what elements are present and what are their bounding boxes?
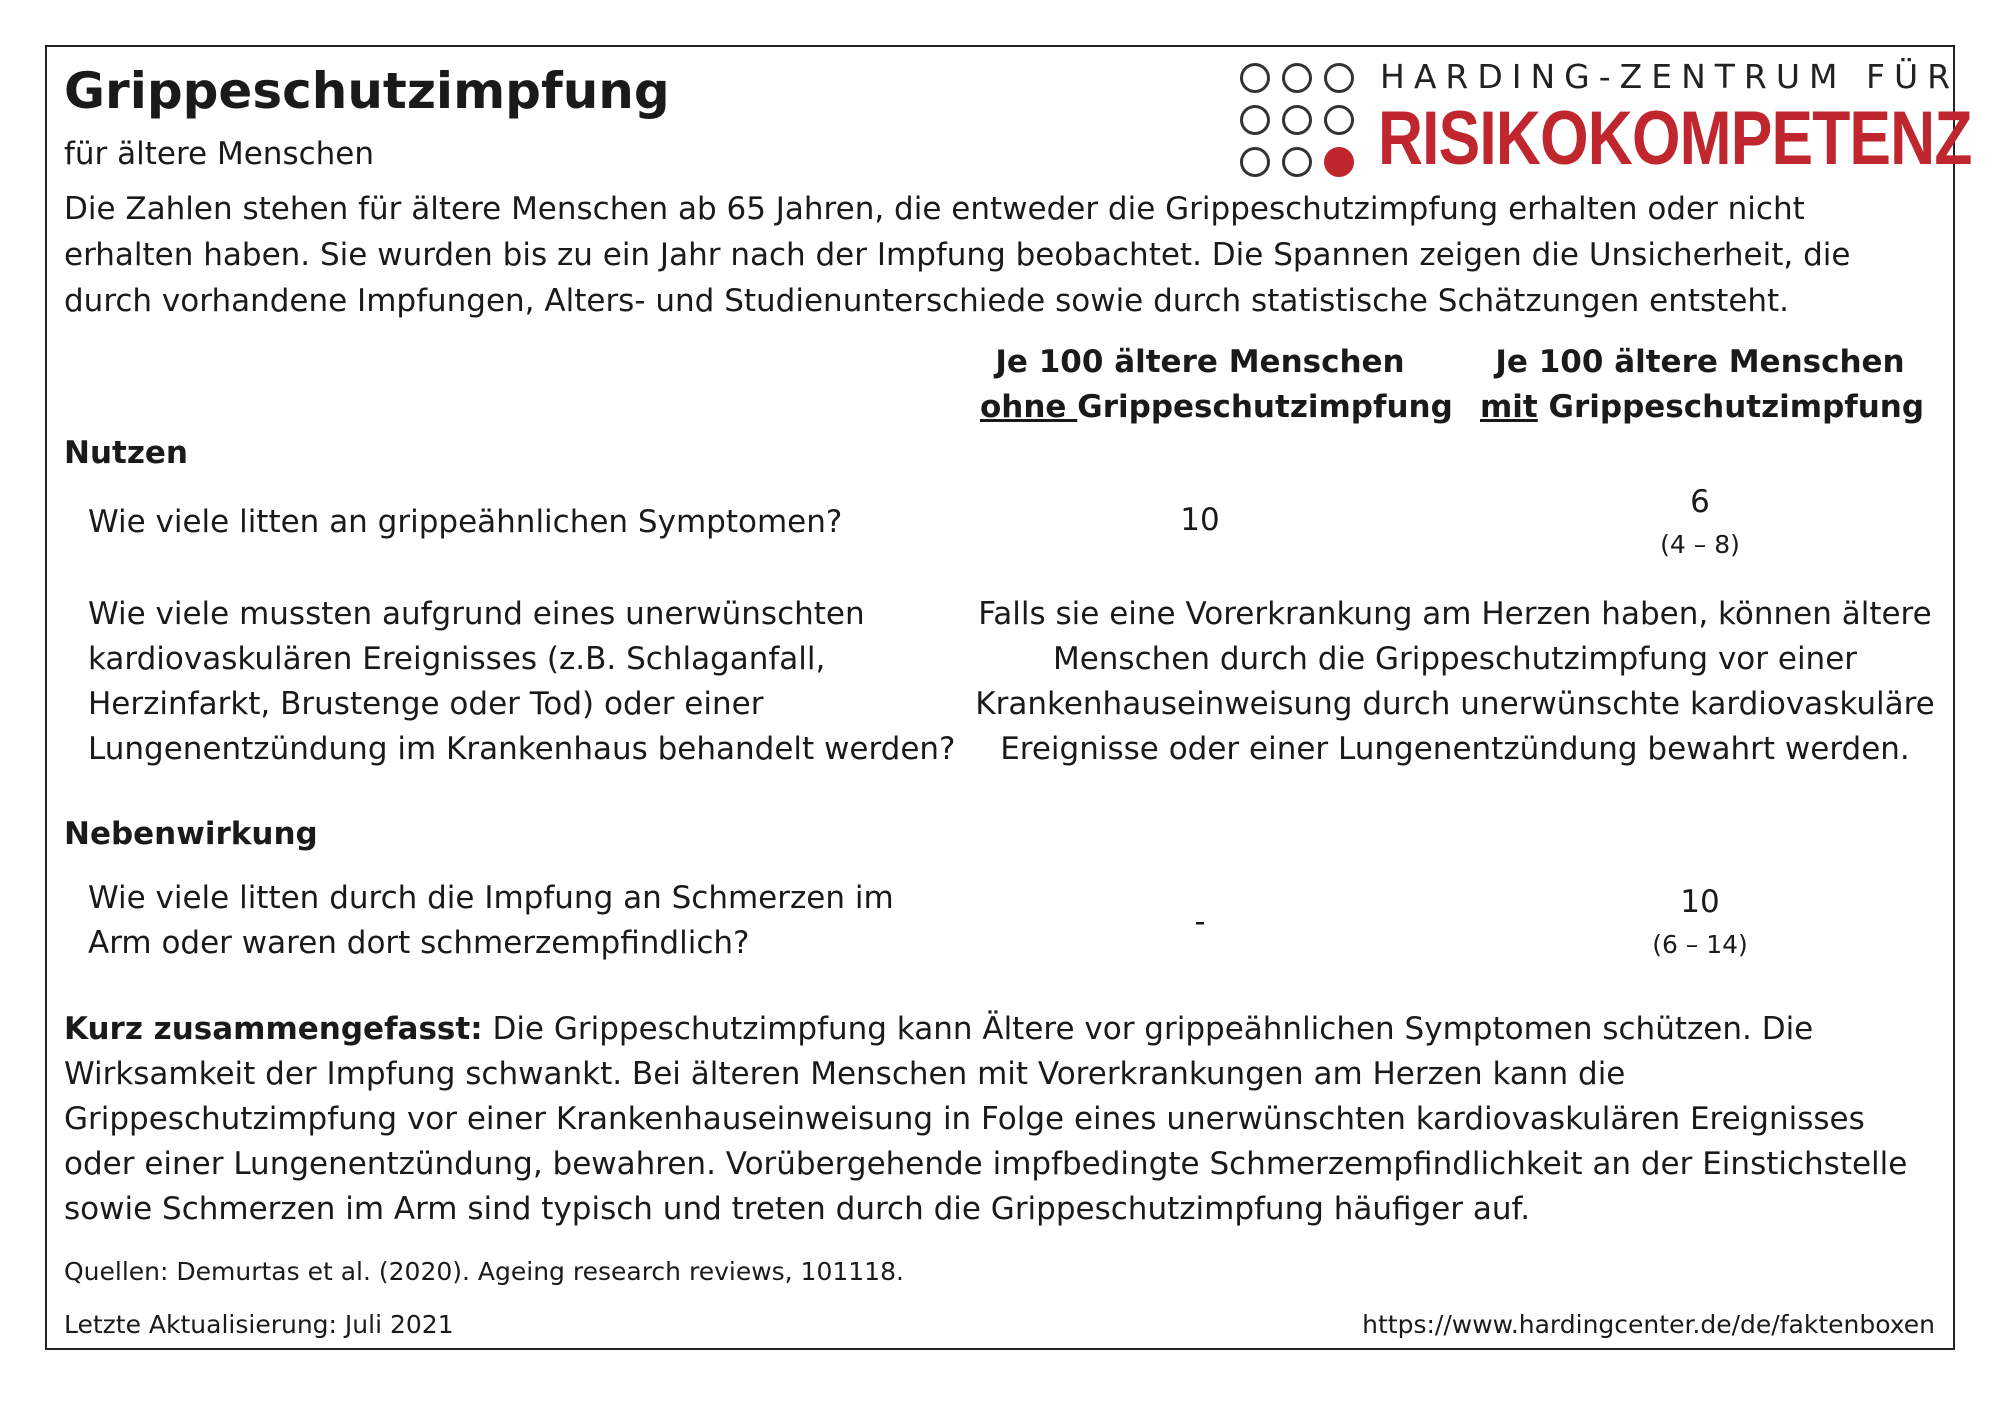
question-cardiovascular: Wie viele mussten aufgrund eines unerwünschten kardiovaskulären Ereignisses (z.B. Schlaganfall, Herzinfarkt, Brustenge oder Tod) oder einer Lungenentzündung im Krankenhaus behandelt werden?	[88, 596, 956, 767]
value-with-flu-symptoms: 6	[1690, 484, 1710, 520]
sources-text: Quellen: Demurtas et al. (2020). Ageing research reviews, 101118.	[64, 1257, 904, 1286]
value-without-arm-pain: -	[1194, 904, 1206, 940]
answer-cardiovascular: Falls sie eine Vorerkrankung am Herzen haben, können ältere Menschen durch die Grippeschutzimpfung vor einer Krankenhauseinweisung durch unerwünschte kardiovaskuläre Ereignisse oder einer Lungenentzündung bewahrt werden.	[975, 596, 1935, 767]
last-updated-text: Letzte Aktualisierung: Juli 2021	[64, 1310, 454, 1339]
page-subtitle: für ältere Menschen	[64, 136, 375, 172]
range-with-arm-pain: (6 – 14)	[1652, 930, 1748, 959]
question-arm-pain: Wie viele litten durch die Impfung an Schmerzen im Arm oder waren dort schmerzempfindlich?	[88, 880, 894, 961]
value-with-arm-pain: 10	[1680, 884, 1720, 920]
logo-line2: RISIKOKOMPETENZ	[1378, 96, 1972, 181]
summary-text: Kurz zusammengefasst: Die Grippeschutzimpfung kann Ältere vor grippeähnlichen Symptomen schützen. Die Wirksamkeit der Impfung schwankt. Bei älteren Menschen mit Vorerkrankungen am Herzen kann die Grippeschutzimpfung vor einer Krankenhauseinweisung in Folge eines unerwünschten kardiovaskulären Ereignisses oder einer Lungenentzündung, bewahren. Vorübergehende impfbedingte Schmerzempfindlichkeit an der Einstichstelle sowie Schmerzen im Arm sind typisch und treten durch die Grippeschutzimpfung häufiger auf.	[64, 1011, 1908, 1227]
range-with-flu-symptoms: (4 – 8)	[1660, 530, 1740, 559]
logo-line1: HARDING-ZENTRUM FÜR	[1380, 57, 1960, 96]
section-benefit-label: Nutzen	[64, 435, 188, 471]
page-title: Grippeschutzimpfung	[64, 62, 670, 120]
intro-text: Die Zahlen stehen für ältere Menschen ab 65 Jahren, die entweder die Grippeschutzimpfung erhalten oder nicht erhalten haben. Sie wurden bis zu ein Jahr nach der Impfung beobachtet. Die Spannen zeigen die Unsicherheit, die durch vorhandene Impfungen, Alters- und Studienunterschiede sowie durch statistische Schätzungen entsteht.	[64, 191, 1851, 319]
section-harm-label: Nebenwirkung	[64, 816, 318, 852]
column-header-with: Je 100 ältere Menschen mit Grippeschutzimpfung	[1480, 344, 1925, 425]
factbox-url-link[interactable]: https://www.hardingcenter.de/de/faktenboxen	[1362, 1310, 1935, 1339]
value-without-flu-symptoms: 10	[1180, 502, 1220, 538]
logo-dots-icon	[1240, 63, 1360, 178]
question-flu-symptoms: Wie viele litten an grippeähnlichen Symptomen?	[88, 504, 843, 540]
harding-center-logo	[1240, 55, 1972, 185]
column-header-without: Je 100 ältere Menschen ohne Grippeschutzimpfung	[980, 344, 1453, 425]
